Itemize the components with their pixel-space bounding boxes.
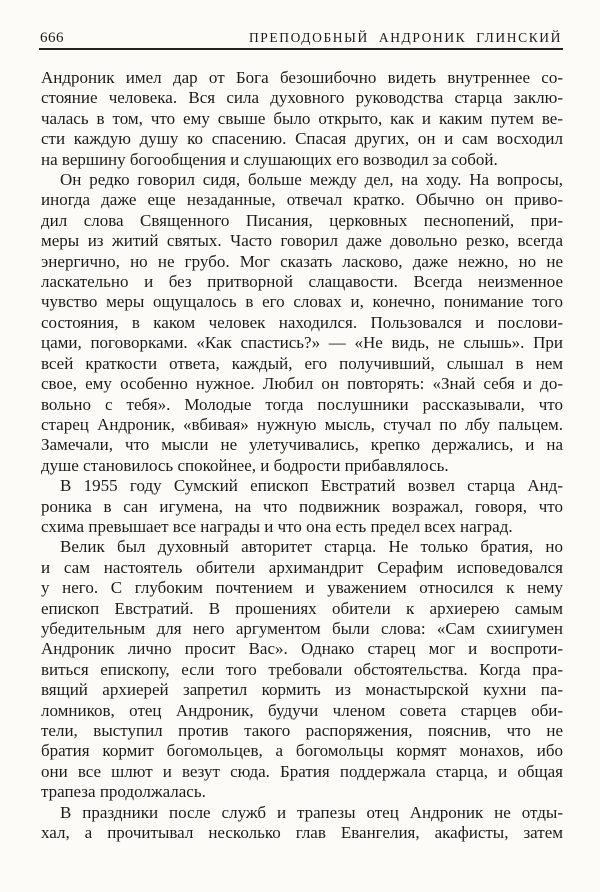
text-line: энергично, но не грубо. Мог сказать ласково, даже нежно, но не xyxy=(41,251,563,271)
page-header xyxy=(40,30,562,47)
text-line: сти каждую душу ко спасению. Спасая других, он и сам восходил xyxy=(41,129,563,149)
text-line: вящий архиерей запретил кормить из монастырской кухни па- xyxy=(41,680,563,700)
text-line: хал, а прочитывал несколько глав Евангелия, акафисты, затем xyxy=(41,823,563,843)
text-line: меры из житий святых. Часто говорил даже довольно резко, всегда xyxy=(41,231,563,251)
text-line: чалась в том, что ему свыше было открыто, как и каким путем ве- xyxy=(41,108,563,128)
text-line: иногда даже еще незаданные, отвечал кратко. Обычно он приво- xyxy=(41,190,563,210)
text-line: дил слова Священного Писания, церковных песнопений, при- xyxy=(41,210,563,230)
text-line: В праздники после служб и трапезы отец Андроник не отды- xyxy=(60,802,563,822)
text-line: стояние человека. Вся сила духовного руководства старца заклю- xyxy=(41,88,563,108)
text-line: старец Андроник, «вбивая» нужную мысль, стучал по лбу пальцем. xyxy=(41,414,563,434)
text-line: Андроник имел дар от Бога безошибочно видеть внутреннее со- xyxy=(41,68,563,87)
text-line: ломников, отец Андроник, будучи членом совета старцев оби- xyxy=(41,700,563,720)
text-line: вольно с тебя». Молодые тогда послушники рассказывали, что xyxy=(41,394,563,414)
text-line: схима превышает все награды и что она есть предел всех наград. xyxy=(41,516,513,536)
text-line: душе становилось спокойнее, и бодрости прибавлялось. xyxy=(41,455,449,475)
text-line: на вершину богообщения и слушающих его возводил за собой. xyxy=(41,149,498,169)
text-line: тели, выступил против такого распоряжения, пояснив, что не xyxy=(41,721,563,740)
text-line: состояния, в каком человек находился. Пользовался и послови- xyxy=(41,312,563,332)
text-line: Велик был духовный авторитет старца. Не только братия, но xyxy=(60,537,563,557)
text-line: у него. С глубоким почтением и уважением относился к нему xyxy=(41,578,563,598)
text-line: трапеза продолжалась. xyxy=(41,782,206,802)
text-line: епископ Евстратий. В прошениях обители к архиерею самым xyxy=(41,598,563,618)
text-line: чувство меры ощущалось в его словах и, конечно, понимание того xyxy=(41,292,563,312)
text-line: Он редко говорил сидя, больше между дел, на ходу. На вопросы, xyxy=(60,170,563,190)
text-line: В 1955 году Сумский епископ Евстратий возвел старца Анд- xyxy=(60,476,563,496)
page-number: 666 xyxy=(40,30,64,46)
text-line: Замечали, что мысли не улетучивались, крепко держались, и на xyxy=(41,435,563,455)
text-line: и сам настоятель обители архимандрит Серафим исповедовался xyxy=(41,557,563,577)
header-rule xyxy=(39,48,563,50)
text-line: свое, ему особенно нужное. Любил он повторять: «Знай себя и до- xyxy=(41,374,563,394)
text-line: ласкательно и без притворной слащавости. Всегда неизменное xyxy=(41,272,563,292)
text-line: Андроник лично просит Вас». Однако старец мог и воспроти- xyxy=(41,639,563,659)
running-title: ПРЕПОДОБНЫЙ АНДРОНИК ГЛИНСКИЙ xyxy=(248,30,562,45)
text-line: убедительным для него аргументом были слова: «Сам схиигумен xyxy=(41,618,563,638)
text-line: всей краткости ответа, каждый, его получивший, слышал в нем xyxy=(41,353,563,373)
text-line: братия кормит богомольцев, а богомольцы кормят монахов, ибо xyxy=(41,741,563,761)
text-line: роника в сан игумена, на что подвижник возражал, говоря, что xyxy=(41,496,563,516)
text-line: цами, поговорками. «Как спастись?» — «Не видь, не слышь». При xyxy=(41,333,563,353)
body-text xyxy=(41,68,563,843)
text-line: они все шлют и везут сюда. Братия поддержала старца, и общая xyxy=(41,761,563,781)
text-line: виться епископу, если того требовали обстоятельства. Когда пра- xyxy=(41,659,563,679)
